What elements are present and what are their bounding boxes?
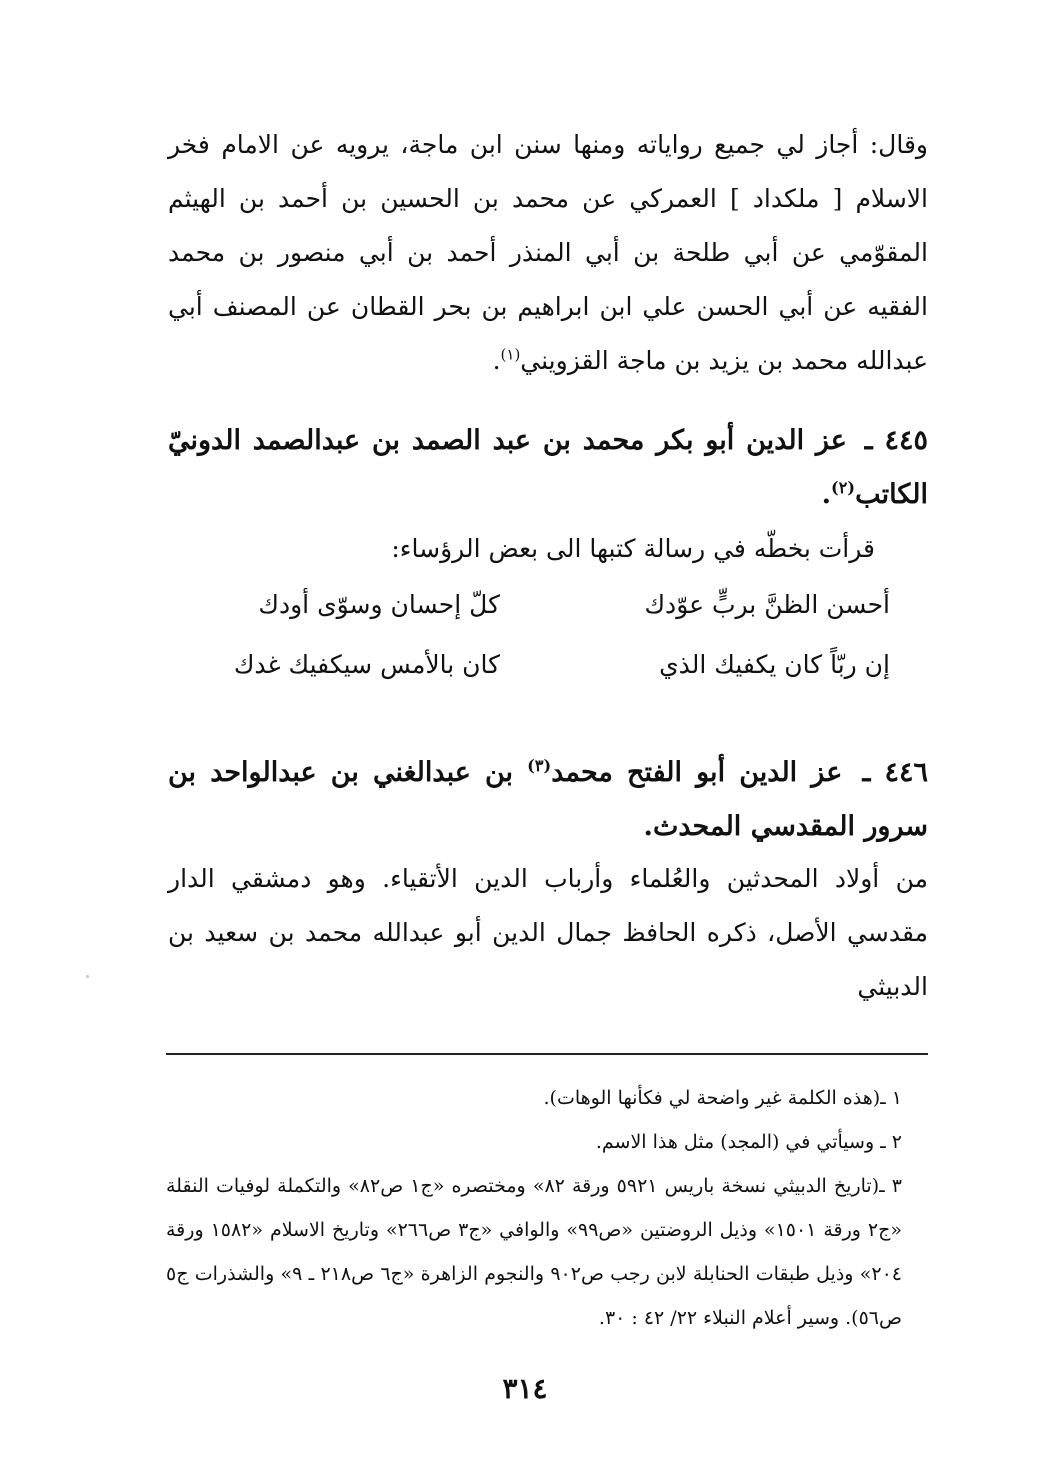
footnote-1: ١ ـ(هذه الكلمة غير واضحة لي فكأنها الوهات). xyxy=(543,1087,902,1109)
page-number: ٣١٤ xyxy=(502,1372,548,1405)
paragraph-end: . xyxy=(492,346,501,375)
footnote-ref-1: (١) xyxy=(500,345,521,364)
footnotes xyxy=(166,1076,928,1340)
entry-446-heading xyxy=(168,746,928,854)
entry-445-number: ٤٤٥ ـ xyxy=(864,425,928,456)
entry-446-title-b: بن عبدالغني بن عبدالواحد بن سرور المقدسي المحدث. xyxy=(168,757,928,842)
entry-445-title: عز الدين أبو بكر محمد بن عبد الصمد بن عبدالصمد الدونيّ الكاتب xyxy=(168,425,928,510)
poem-hemistich-second: كان بالأمس سيكفيك غدك xyxy=(233,650,500,679)
footnote-2: ٢ ـ وسيأتي في (المجد) مثل هذا الاسم. xyxy=(595,1131,902,1153)
poem-verse xyxy=(200,578,890,638)
entry-446-number: ٤٤٦ ـ xyxy=(862,757,929,788)
paragraph-text: وقال: أجاز لي جميع رواياته ومنها سنن ابن ماجة، يرويه عن الامام فخر الاسلام [ ملكداد ] العمركي عن محمد بن الحسين بن أحمد بن الهيثم المقوّمي عن أبي طلحة بن أبي المنذر أحمد بن أبي منصور بن محمد الفقيه عن أبي الحسن علي ابن ابراهيم بن بحر القطان عن المصنف أبي عبدالله محمد بن يزيد بن ماجة القزويني xyxy=(168,130,928,375)
paragraph-ibn-majah-chain xyxy=(168,118,928,388)
footnote-divider xyxy=(166,1053,928,1055)
poem-verse xyxy=(200,638,890,698)
poem-hemistich-first: أحسن الظنَّ بربٍّ عوّدك xyxy=(644,590,890,619)
entry-445-intro: قرأت بخطّه في رسالة كتبها الى بعض الرؤساء: xyxy=(391,534,875,563)
footnote-3: ٣ ـ(تاريخ الدبيثي نسخة باريس ٥٩٢١ ورقة ٨٢» ومختصره «ج١ ص٨٢» والتكملة لوفيات النقلة «ج٢ ورقة ١٥٠١» وذيل الروضتين «ص٩٩» والوافي «ج٣ ص٢٦٦» وتاريخ الاسلام «١٥٨٢ ورقة ٢٠٤» وذيل طبقات الحنابلة لابن رجب ص٩٠٢ والنجوم الزاهرة «ج٦ ص٢١٨ ـ ٩» والشذرات ج٥ ص٥٦). وسير أعلام النبلاء ٢٢/ ٤٢ : ٣٠. xyxy=(166,1175,903,1329)
entry-446-paragraph: من أولاد المحدثين والعُلماء وأرباب الدين الأتقياء. وهو دمشقي الدار مقدسي الأصل، ذكره الحافظ جمال الدين أبو عبدالله محمد بن سعيد بن الدبيثي xyxy=(168,864,928,1001)
poem-hemistich-second: كلّ إحسان وسوّى أودك xyxy=(258,590,500,619)
poem-hemistich-first: إن ربّاً كان يكفيك الذي xyxy=(659,650,890,679)
entry-446-title-a: عز الدين أبو الفتح محمد xyxy=(551,757,843,788)
poem xyxy=(200,578,890,698)
scan-speck xyxy=(86,975,89,978)
footnote-ref-3: (٣) xyxy=(527,756,552,775)
entry-445-heading xyxy=(168,414,928,522)
footnote-ref-2: (٢) xyxy=(831,478,856,497)
entry-445-end: . xyxy=(821,479,832,510)
